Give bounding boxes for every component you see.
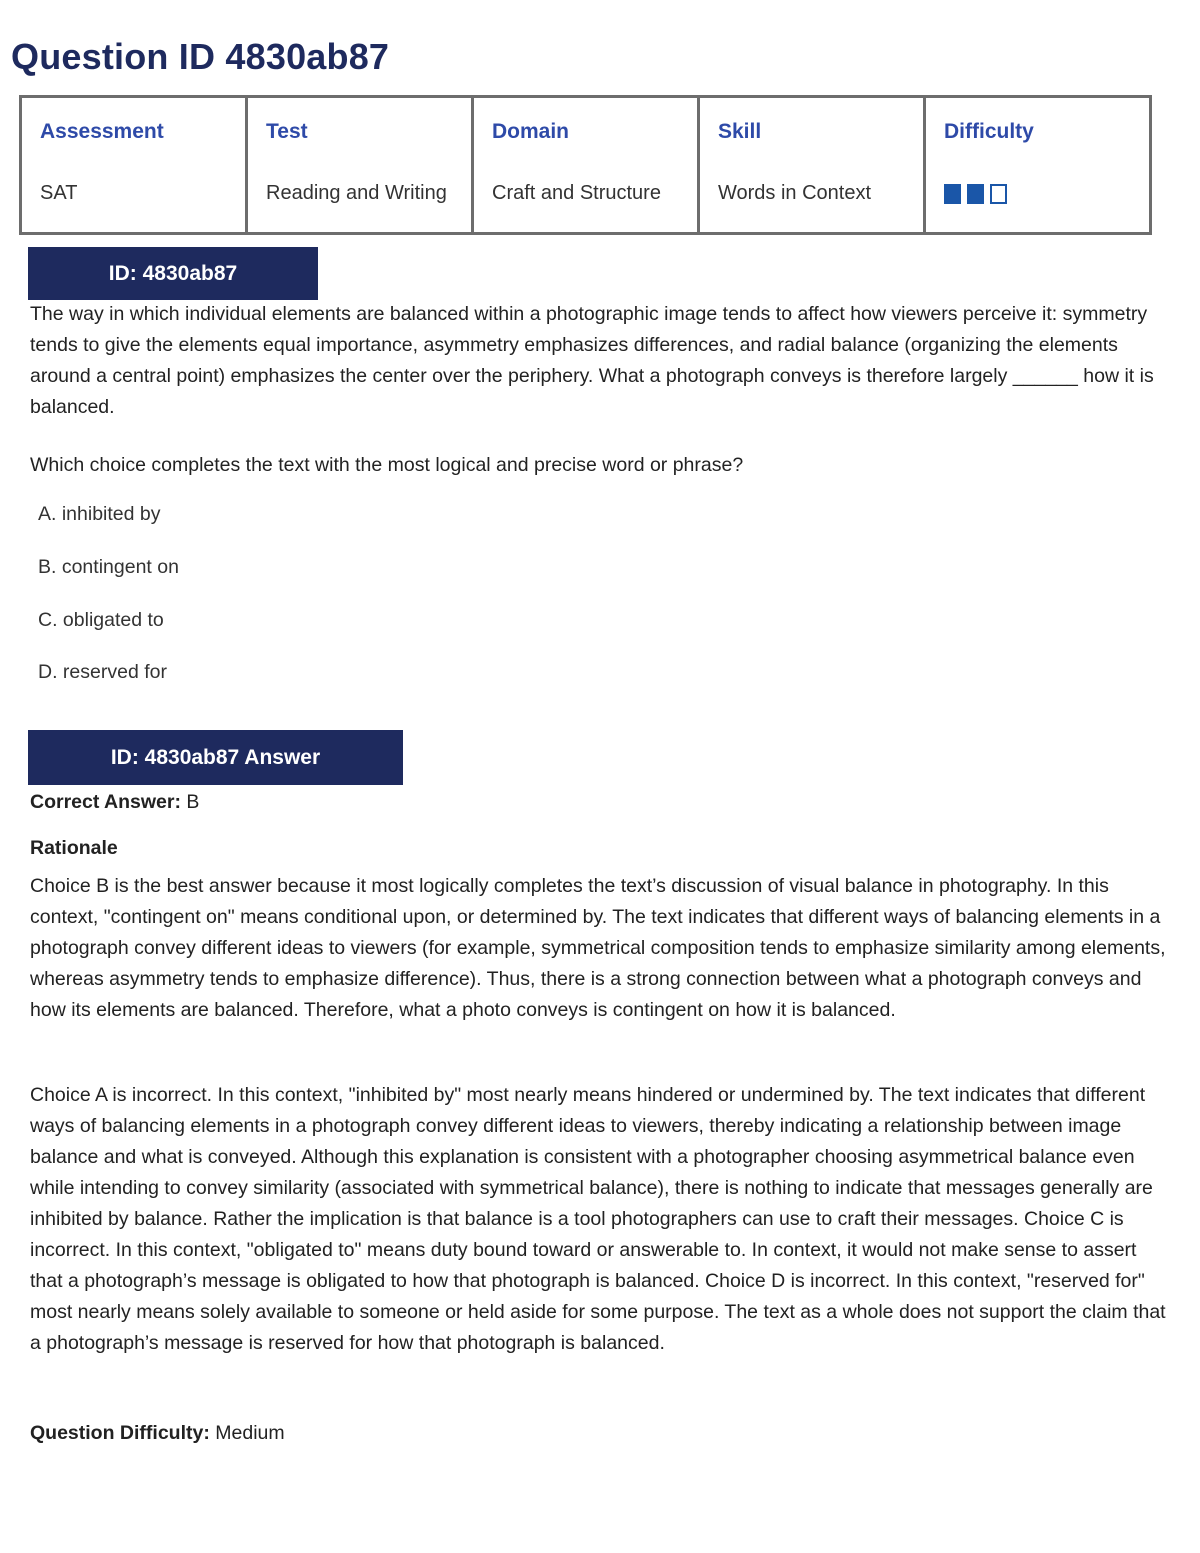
skill-header: Skill: [718, 120, 762, 143]
question-difficulty-label: Question Difficulty:: [30, 1422, 210, 1444]
passage-text-end: how it is balanced.: [30, 365, 1154, 418]
choice-d: D. reserved for: [38, 661, 167, 683]
correct-answer-value: B: [186, 791, 200, 813]
choice-b: B. contingent on: [38, 556, 179, 578]
rationale-paragraph-2: Choice A is incorrect. In this context, "inhibited by" most nearly means hindered or undermined by. The text indicates that different ways of balancing elements in a photograph convey different ideas to viewers, thereby indicating a relationship between image balance and what is conveyed. Although this explanation is consistent with a photographer choosing asymmetrical balance even while intending to convey similarity (associated with symmetrical balance), there is nothing to indicate that messages generally are inhibited by balance. Rather the implication is that balance is a tool photographers can use to craft their messages. Choice C is incorrect. In this context, "obligated to" means duty bound toward or answerable to. In context, it would not make sense to assert that a photograph’s message is obligated to how that photograph is balanced. Choice D is incorrect. In this context, "reserved for" most nearly means solely available to someone or held aside for some purpose. The text as a whole does not support the claim that a photograph’s message is reserved for how that photograph is balanced.: [30, 1084, 1166, 1354]
correct-answer-label: Correct Answer:: [30, 791, 181, 813]
domain-header: Domain: [492, 120, 570, 143]
passage-blank: ______: [1012, 365, 1078, 387]
answer-id-banner: ID: 4830ab87 Answer: [28, 730, 403, 785]
question-id-banner: ID: 4830ab87: [28, 247, 318, 300]
question-difficulty-line: [30, 1418, 285, 1449]
difficulty-header: Difficulty: [944, 120, 1034, 143]
assessment-value: SAT: [40, 182, 78, 204]
difficulty-square-filled: [967, 184, 984, 204]
assessment-cell: [21, 97, 247, 234]
skill-cell: [699, 97, 925, 234]
page-title: Question ID 4830ab87: [11, 36, 390, 77]
test-value: Reading and Writing: [266, 182, 447, 204]
difficulty-indicator: [944, 184, 1149, 204]
skill-value: Words in Context: [718, 182, 872, 204]
choice-a: A. inhibited by: [38, 503, 161, 525]
correct-answer-line: [30, 787, 199, 818]
question-passage: [30, 299, 1170, 423]
choice-c: C. obligated to: [38, 609, 164, 631]
question-prompt: Which choice completes the text with the most logical and precise word or phrase?: [30, 454, 744, 476]
difficulty-square-filled: [944, 184, 961, 204]
domain-cell: [473, 97, 699, 234]
rationale-heading: Rationale: [30, 837, 118, 859]
test-header: Test: [266, 120, 308, 143]
question-metadata-table: [19, 95, 1152, 235]
passage-text: The way in which individual elements are balanced within a photographic image tends to affect how viewers perceive it: symmetry tends to give the elements equal importance, asymmetry emphasizes differences, and radial balance (organizing the elements around a central point) emphasizes the center over the periphery. What a photograph conveys is therefore largely: [30, 303, 1148, 387]
assessment-header: Assessment: [40, 120, 164, 143]
difficulty-cell: [925, 97, 1151, 234]
question-difficulty-value: Medium: [215, 1422, 285, 1444]
difficulty-square-empty: [990, 184, 1007, 204]
rationale-paragraph-1: Choice B is the best answer because it most logically completes the text’s discussion of visual balance in photography. In this context, "contingent on" means conditional upon, or determined by. The text indicates that different ways of balancing elements in a photograph convey different ideas to viewers (for example, symmetrical composition tends to emphasize similarity among elements, whereas asymmetry tends to emphasize difference). Thus, there is a strong connection between what a photograph conveys and how its elements are balanced. Therefore, what a photo conveys is contingent on how it is balanced.: [30, 875, 1166, 1021]
domain-value: Craft and Structure: [492, 182, 661, 204]
test-cell: [247, 97, 473, 234]
